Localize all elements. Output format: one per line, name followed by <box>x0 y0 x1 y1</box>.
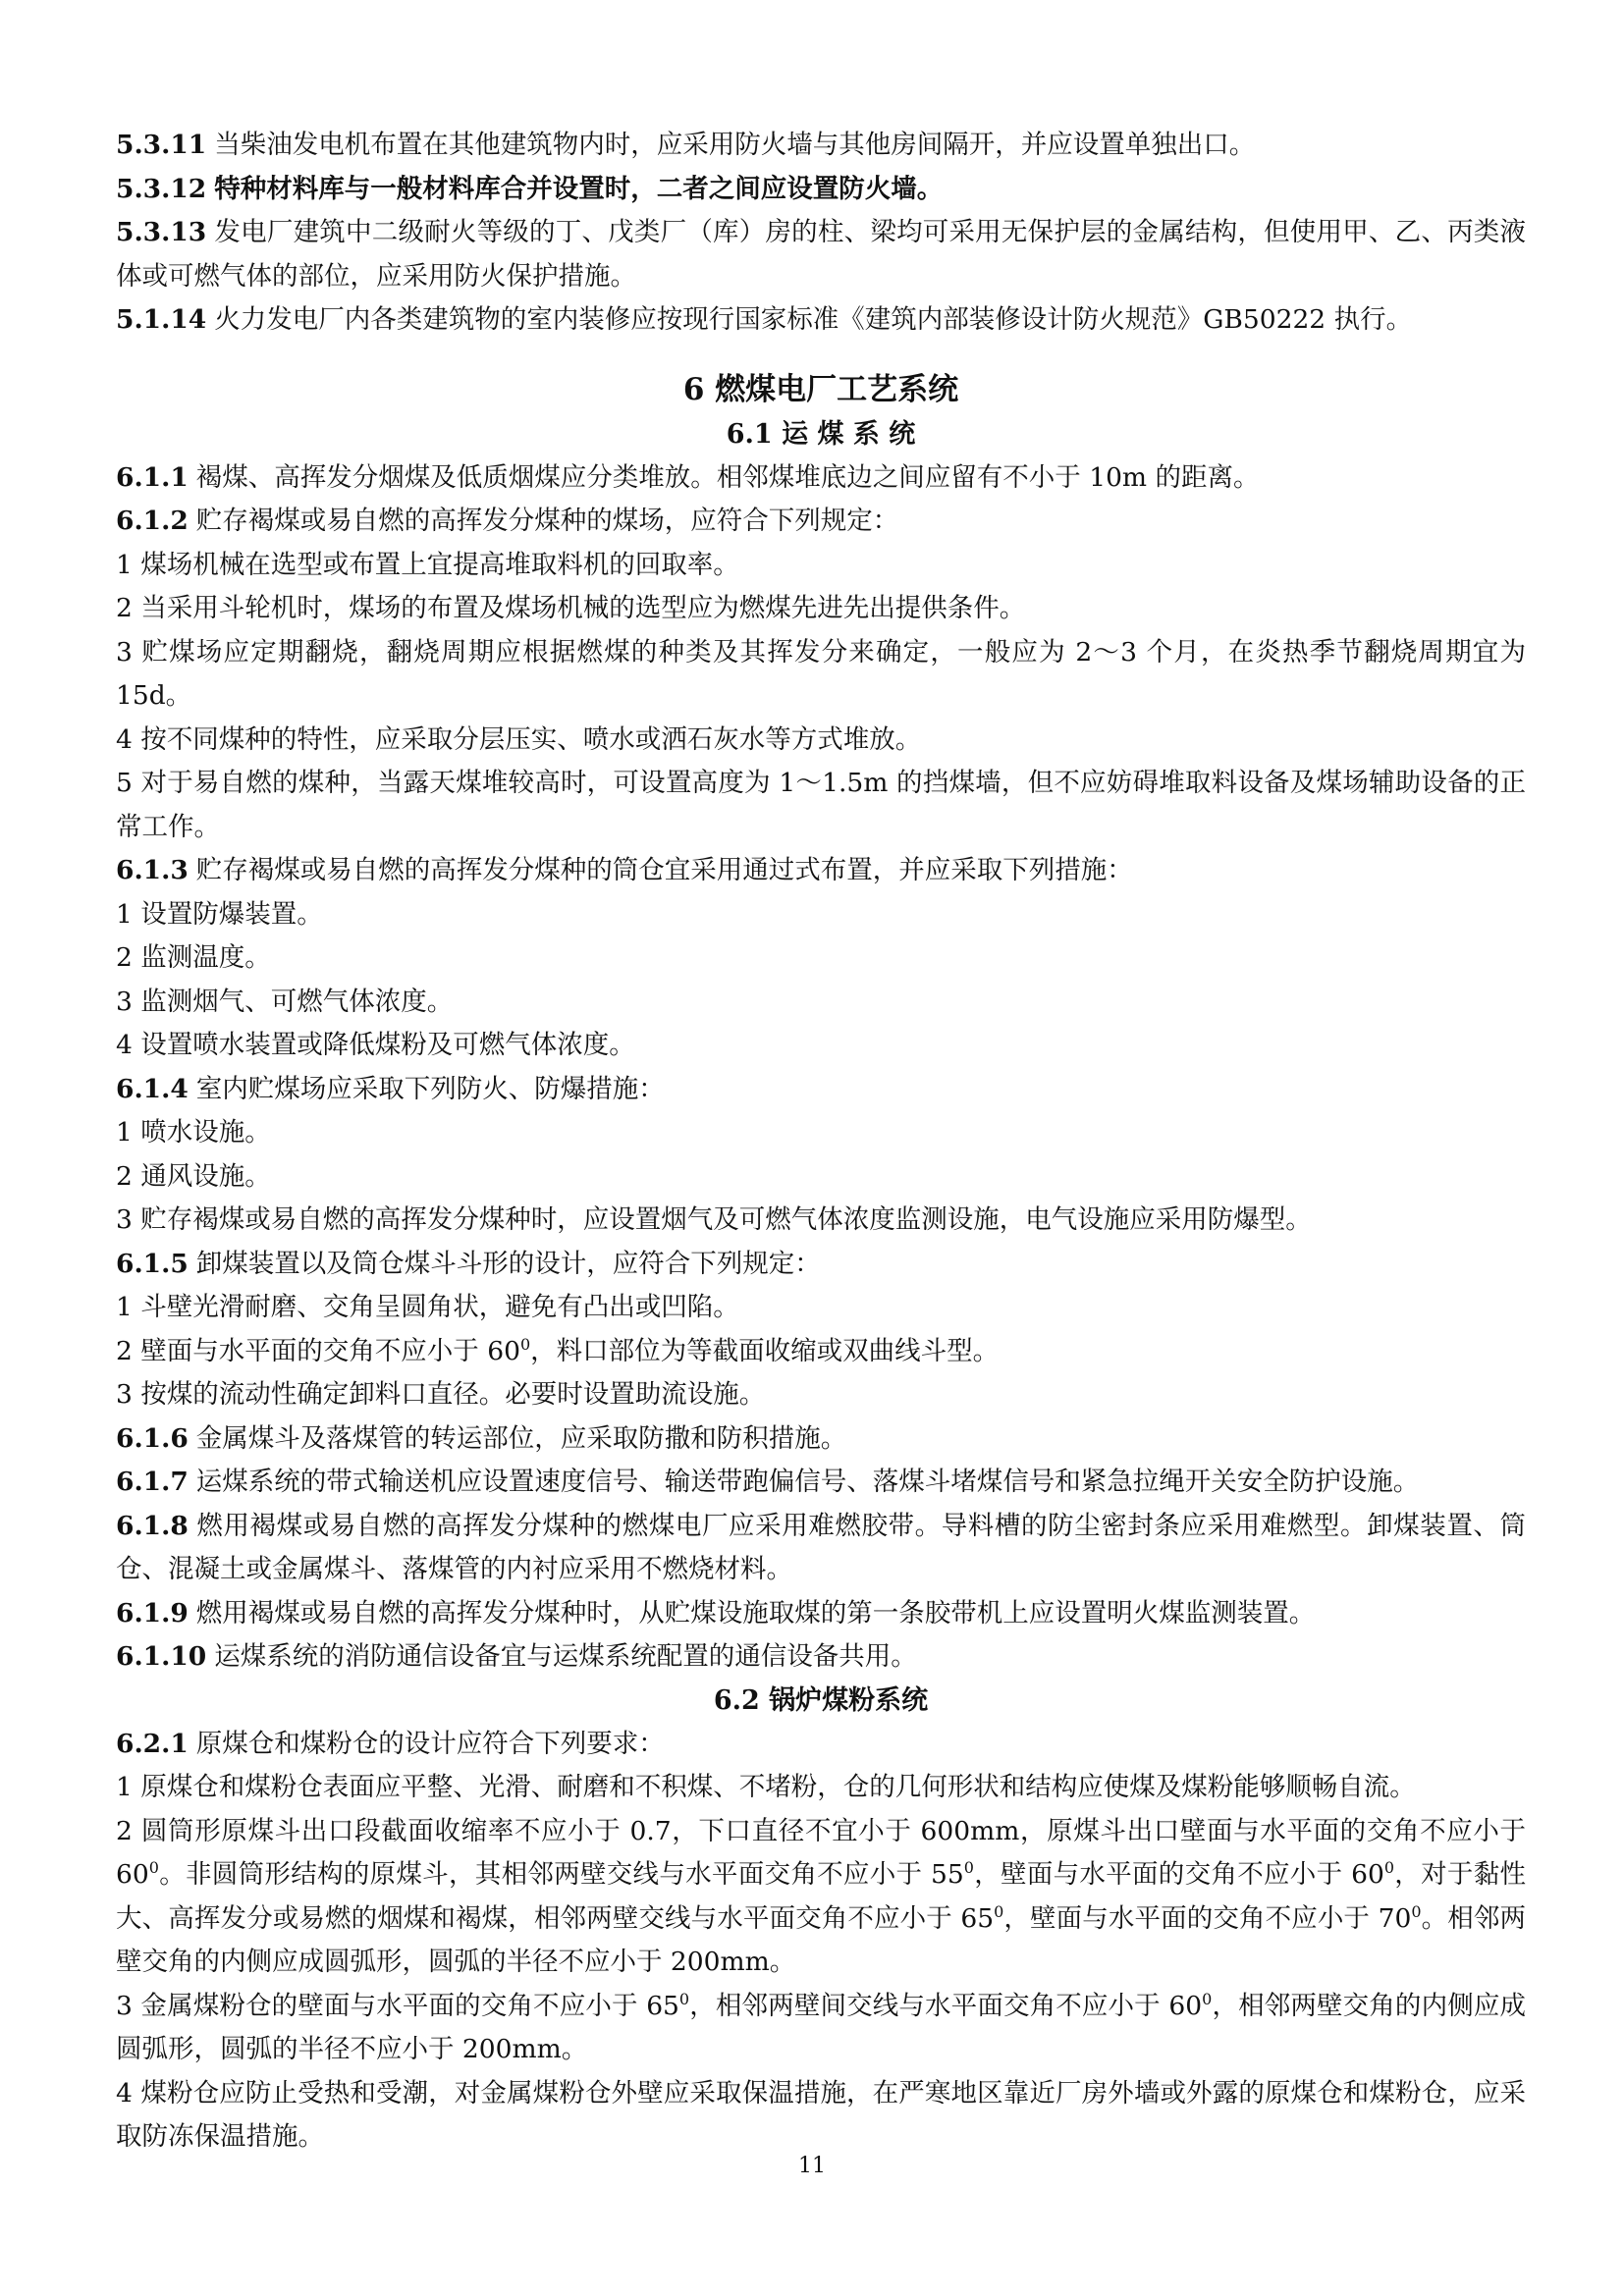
list-item: 2 通风设施。 <box>116 1160 271 1192</box>
list-item: 1 设置防爆装置。 <box>116 898 323 930</box>
clause-6-1-1: 6.1.1 褐煤、高挥发分烟煤及低质烟煤应分类堆放。相邻煤堆底边之间应留有不小于 10m 的距离。 <box>116 461 1260 493</box>
clause-6-1-9: 6.1.9 燃用褐煤或易自燃的高挥发分煤种时，从贮煤设施取煤的第一条胶带机上应设置明火煤监测装置。 <box>116 1597 1316 1629</box>
document-page <box>116 124 1526 2160</box>
list-item: 5 对于易自燃的煤种，当露天煤堆较高时，可设置高度为 1～1.5m 的挡煤墙，但不应妨碍堆取料设备及煤场辅助设备的正常工作。 <box>116 768 1526 842</box>
list-item: 1 喷水设施。 <box>116 1117 271 1148</box>
clause-6-1-7: 6.1.7 运煤系统的带式输送机应设置速度信号、输送带跑偏信号、落煤斗堵煤信号和紧急拉绳开关安全防护设施。 <box>116 1467 1420 1497</box>
list-item: 4 煤粉仓应防止受热和受潮，对金属煤粉仓外壁应采取保温措施，在严寒地区靠近厂房外墙或外露的原煤仓和煤粉仓，应采取防冻保温措施。 <box>116 2077 1526 2152</box>
list-item: 1 原煤仓和煤粉仓表面应平整、光滑、耐磨和不积煤、不堵粉，仓的几何形状和结构应使煤及煤粉能够顺畅自流。 <box>116 1772 1416 1802</box>
clause-6-1-10: 6.1.10 运煤系统的消防通信设备宜与运煤系统配置的通信设备共用。 <box>116 1641 917 1672</box>
clause-6-1-2: 6.1.2 贮存褐煤或易自燃的高挥发分煤种的煤场，应符合下列规定： <box>116 506 899 536</box>
list-item: 3 按煤的流动性确定卸料口直径。必要时设置助流设施。 <box>116 1379 766 1410</box>
clause-6-2-1: 6.2.1 原煤仓和煤粉仓的设计应符合下列要求： <box>116 1728 665 1759</box>
section-6-2-title: 6.2 锅炉煤粉系统 <box>713 1684 929 1716</box>
list-item: 4 设置喷水装置或降低煤粉及可燃气体浓度。 <box>116 1030 635 1060</box>
list-item: 2 监测温度。 <box>116 942 271 973</box>
clause-5-3-12: 5.3.12 特种材料库与一般材料库合并设置时，二者之间应设置防火墙。 <box>116 173 944 204</box>
list-item: 4 按不同煤种的特性，应采取分层压实、喷水或洒石灰水等方式堆放。 <box>116 723 922 755</box>
list-item: 1 煤场机械在选型或布置上宜提高堆取料机的回取率。 <box>116 549 739 580</box>
clause-6-1-4: 6.1.4 室内贮煤场应采取下列防火、防爆措施： <box>116 1073 665 1104</box>
clause-6-1-5: 6.1.5 卸煤装置以及筒仓煤斗斗形的设计，应符合下列规定： <box>116 1248 821 1279</box>
page-number: 11 <box>798 2154 826 2178</box>
list-item: 3 金属煤粉仓的壁面与水平面的交角不应小于 $65^0$，相邻两壁间交线与水平面交角不应小于 $60^0$，相邻两壁交角的内侧应成圆弧形，圆弧的半径不应小于 200mm。 <box>116 1989 1527 2064</box>
clause-5-3-11: 5.3.11 当柴油发电机布置在其他建筑物内时，应采用防火墙与其他房间隔开，并应设置单独出口。 <box>116 130 1256 160</box>
list-item: 3 贮存褐煤或易自燃的高挥发分煤种时，应设置烟气及可燃气体浓度监测设施，电气设施应采用防爆型。 <box>116 1204 1312 1235</box>
list-item: 2 圆筒形原煤斗出口段截面收缩率不应小于 0.7，下口直径不宜小于 600mm，原煤斗出口壁面与水平面的交角不应小于 $60^0$。非圆筒形结构的原煤斗，其相邻两壁交线与水平面交角不应小于 $55^0$，壁面与水平面的交角不应小于 $60^0$，对于黏性大、高挥发分或易燃的烟煤和褐煤，相邻两壁交线与水平面交角不应小于 $65^0$，壁面与水平面的交角不应小于 $70^0$。相邻两壁交角的内侧应成圆弧形，圆弧的半径不应小于 200mm。 <box>116 1815 1526 1977</box>
section-6-1-title: 6.1 运 煤 系 统 <box>726 418 916 450</box>
list-item: 3 监测烟气、可燃气体浓度。 <box>116 986 454 1017</box>
chapter-6-title: 6 燃煤电厂工艺系统 <box>682 371 959 407</box>
list-item: 3 贮煤场应定期翻烧，翻烧周期应根据燃煤的种类及其挥发分来确定，一般应为 2～3 个月，在炎热季节翻烧周期宜为 15d。 <box>116 636 1526 711</box>
list-item: 1 斗壁光滑耐磨、交角呈圆角状，避免有凸出或凹陷。 <box>116 1292 739 1322</box>
list-item: 2 壁面与水平面的交角不应小于 $60^0$，料口部位为等截面收缩或双曲线斗型。 <box>116 1334 1000 1366</box>
clause-6-1-6: 6.1.6 金属煤斗及落煤管的转运部位，应采取防撒和防积措施。 <box>116 1422 847 1454</box>
list-item: 2 当采用斗轮机时，煤场的布置及煤场机械的选型应为燃煤先进先出提供条件。 <box>116 593 1026 623</box>
clause-5-3-13: 5.3.13 发电厂建筑中二级耐火等级的丁、戊类厂（库）房的柱、梁均可采用无保护层的金属结构，但使用甲、乙、丙类液体或可燃气体的部位，应采用防火保护措施。 <box>116 217 1526 292</box>
clause-6-1-8: 6.1.8 燃用褐煤或易自燃的高挥发分煤种的燃煤电厂应采用难燃胶带。导料槽的防尘密封条应采用难燃型。卸煤装置、筒仓、混凝土或金属煤斗、落煤管的内衬应采用不燃烧材料。 <box>116 1510 1526 1584</box>
clause-5-1-14: 5.1.14 火力发电厂内各类建筑物的室内装修应按现行国家标准《建筑内部装修设计防火规范》GB50222 执行。 <box>116 304 1413 335</box>
clause-6-1-3: 6.1.3 贮存褐煤或易自燃的高挥发分煤种的筒仓宜采用通过式布置，并应采取下列措施： <box>116 855 1133 885</box>
